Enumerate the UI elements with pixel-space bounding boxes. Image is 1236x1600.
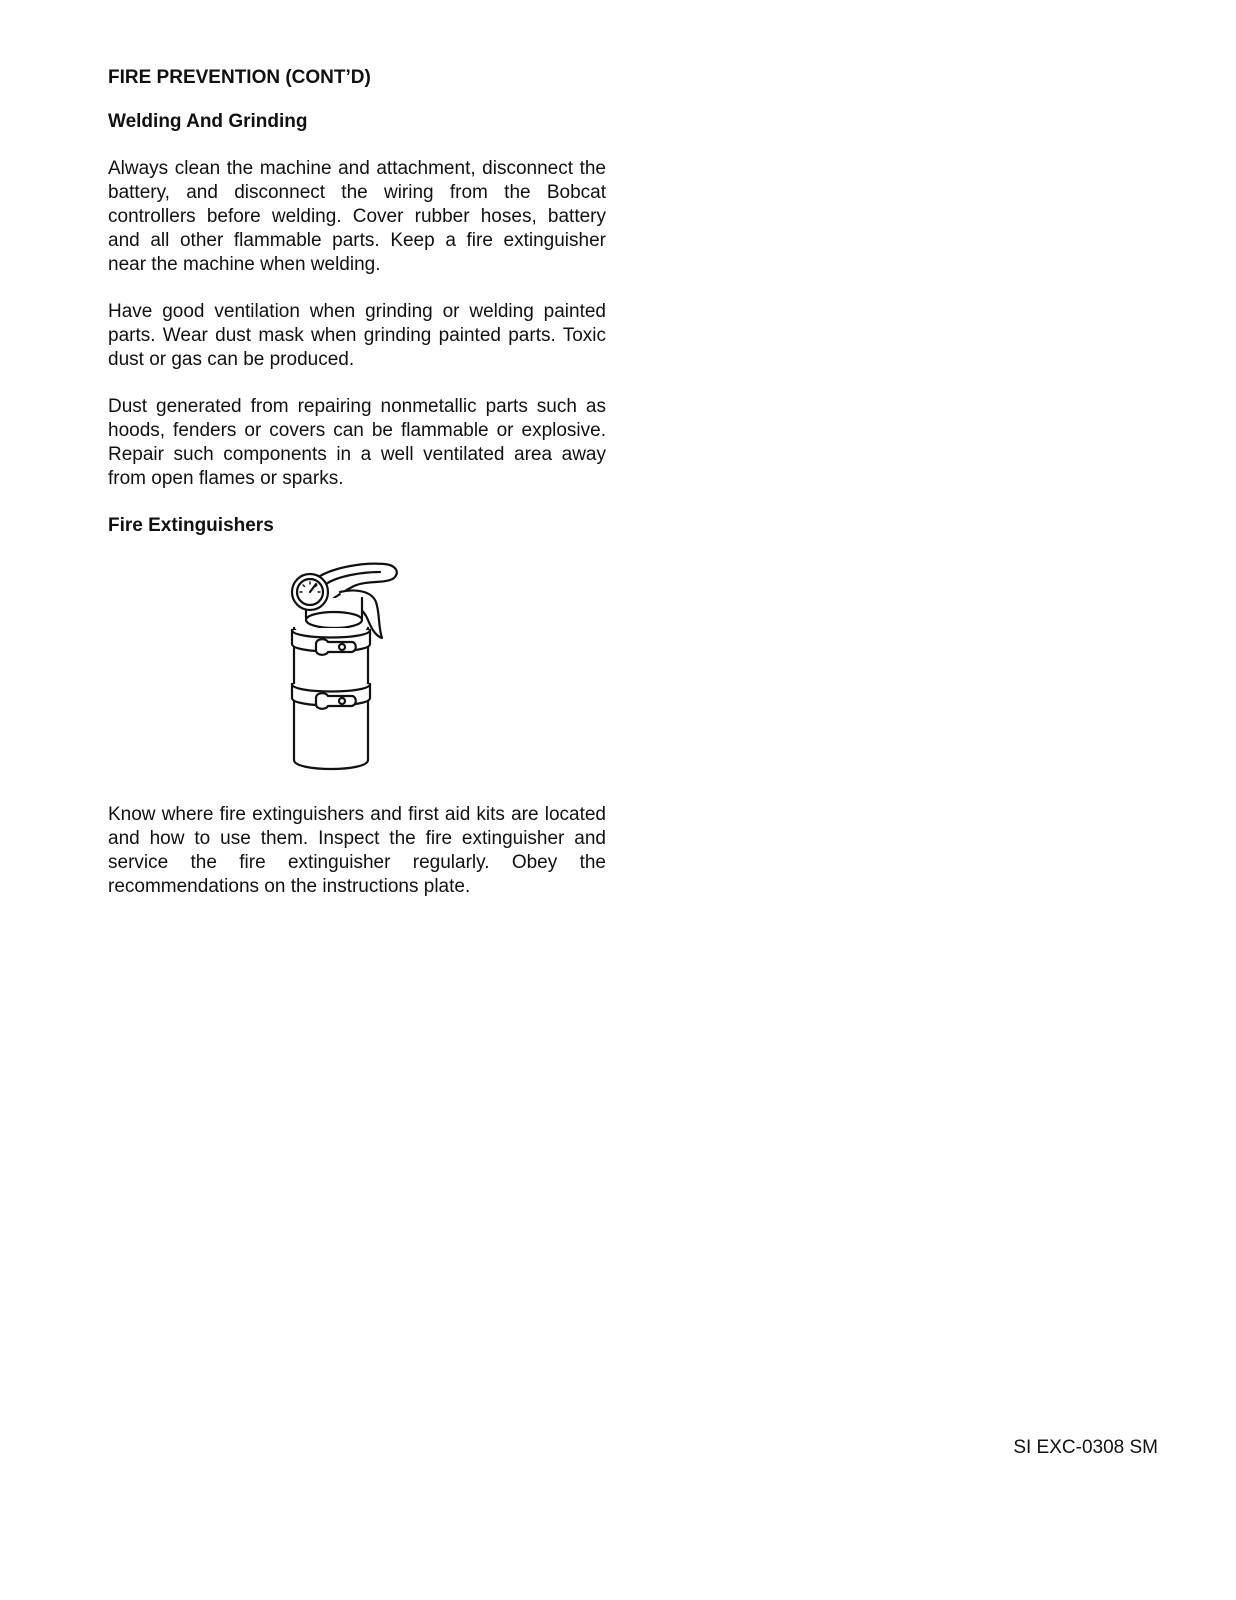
extinguishers-heading: Fire Extinguishers <box>108 515 274 536</box>
welding-section-header <box>108 110 606 134</box>
welding-paragraph-3: Dust generated from repairing nonmetallic parts such as hoods, fenders or covers can be flammable or explosive. Repair such components in a well ventilated area away from open flames or sparks. <box>108 396 606 489</box>
welding-paragraph-1: Always clean the machine and attachment, disconnect the battery, and disconnect the wiring from the Bobcat controllers before welding. Cover rubber hoses, battery and all other flammable parts. Keep a fire extinguisher near the machine when welding. <box>108 158 606 275</box>
extinguishers-paragraph: Know where fire extinguishers and first aid kits are located and how to use them. Inspect the fire extinguisher and service the fire extinguisher regularly. Obey the recommendations on the instructions plate. <box>108 804 606 897</box>
welding-paragraph-2-block <box>108 300 606 372</box>
extinguishers-paragraph-block <box>108 803 606 899</box>
welding-paragraph-3-block <box>108 395 606 491</box>
fire-extinguisher-icon <box>272 558 412 780</box>
welding-paragraph-2: Have good ventilation when grinding or welding painted parts. Wear dust mask when grinding painted parts. Toxic dust or gas can be produced. <box>108 301 606 370</box>
document-code: SI EXC-0308 SM <box>1013 1437 1158 1458</box>
welding-heading: Welding And Grinding <box>108 111 308 132</box>
section-title: FIRE PREVENTION (CONT’D) <box>108 67 371 88</box>
welding-paragraph-1-block <box>108 157 606 277</box>
extinguishers-section-header <box>108 514 606 538</box>
page-title <box>108 66 606 90</box>
